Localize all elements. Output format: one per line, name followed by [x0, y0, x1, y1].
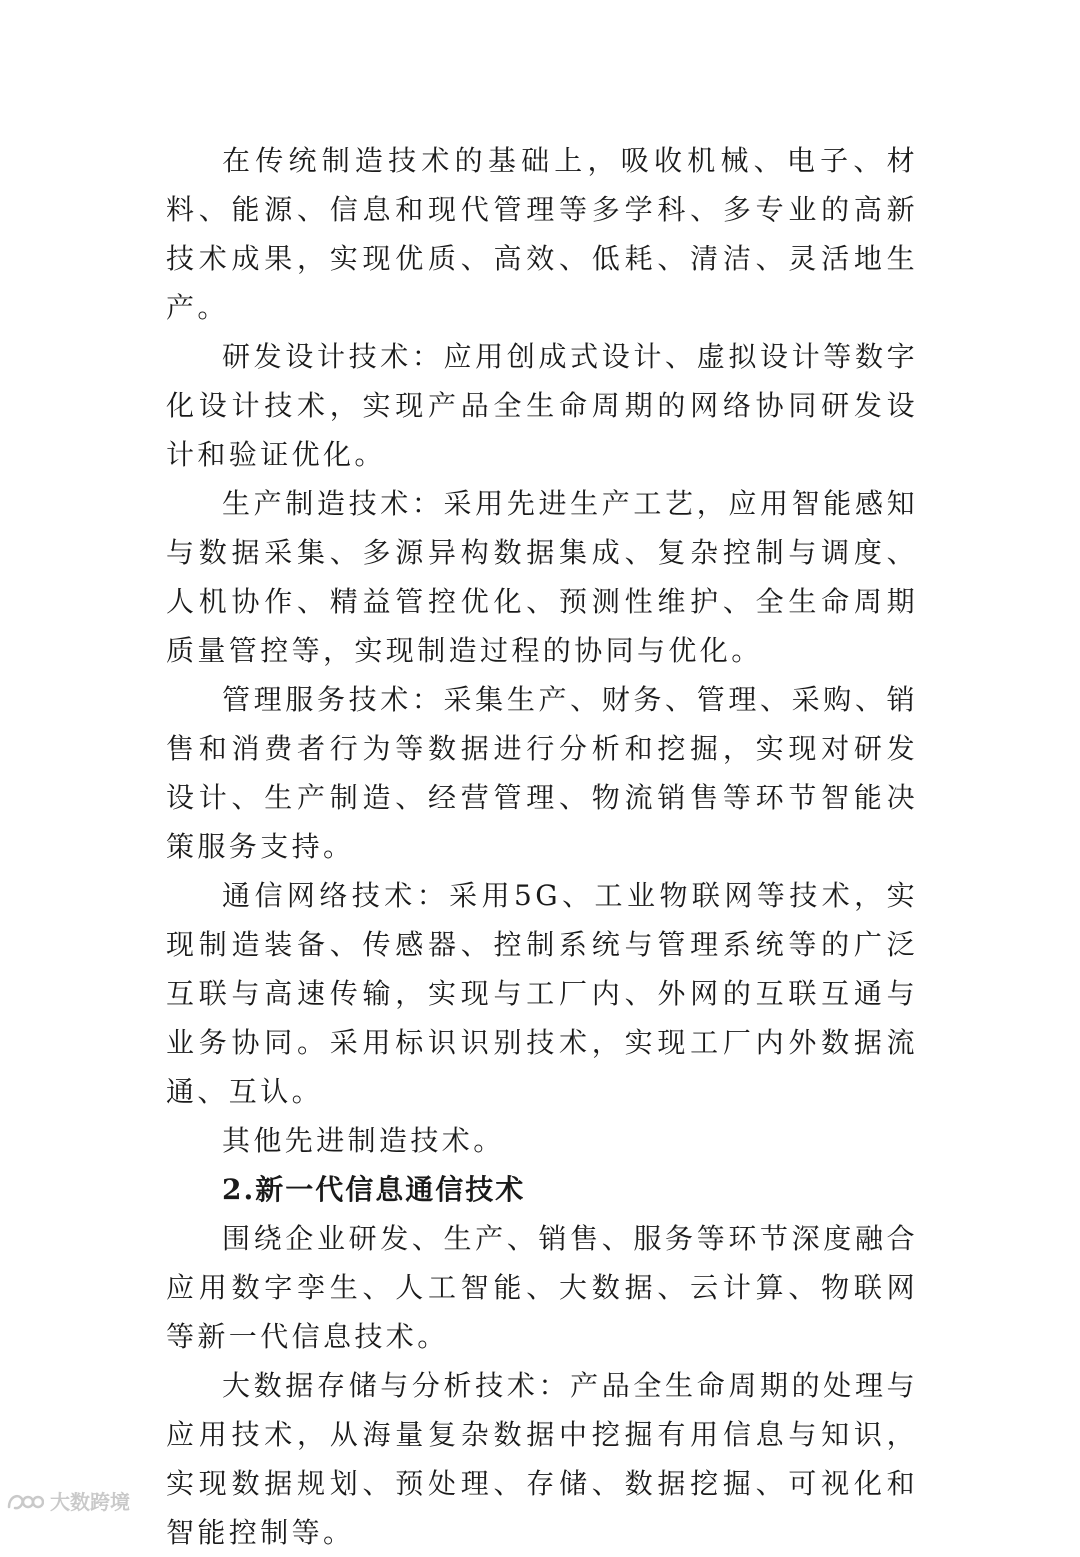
dashu-logo-icon	[6, 1489, 44, 1513]
watermark	[6, 1486, 130, 1515]
paragraph-management-service-tech: 管理服务技术：采集生产、财务、管理、采购、销售和消费者行为等数据进行分析和挖掘，实现对研发设计、生产制造、经营管理、物流销售等环节智能决策服务支持。	[166, 683, 918, 863]
paragraph-other-tech: 其他先进制造技术。	[222, 1124, 505, 1157]
paragraph-communication-network-tech: 通信网络技术：采用5G、工业物联网等技术，实现制造装备、传感器、控制系统与管理系统等的广泛互联与高速传输，实现与工厂内、外网的互联互通与业务协同。采用标识识别技术，实现工厂内外数据流通、互认。	[166, 879, 918, 1108]
watermark-text: 大数跨境	[50, 1490, 130, 1514]
paragraph-advanced-manufacturing-intro: 在传统制造技术的基础上，吸收机械、电子、材料、能源、信息和现代管理等多学科、多专业的高新技术成果，实现优质、高效、低耗、清洁、灵活地生产。	[166, 144, 918, 324]
document-body	[166, 136, 918, 1557]
paragraph-big-data-tech: 大数据存储与分析技术：产品全生命周期的处理与应用技术，从海量复杂数据中挖掘有用信息与知识，实现数据规划、预处理、存储、数据挖掘、可视化和智能控制等。	[166, 1369, 918, 1549]
section-heading: 2.新一代信息通信技术	[222, 1173, 526, 1206]
paragraph-rd-design-tech: 研发设计技术：应用创成式设计、虚拟设计等数字化设计技术，实现产品全生命周期的网络协同研发设计和验证优化。	[166, 340, 918, 471]
paragraph-new-it-intro: 围绕企业研发、生产、销售、服务等环节深度融合应用数字孪生、人工智能、大数据、云计算、物联网等新一代信息技术。	[166, 1222, 918, 1353]
paragraph-production-tech: 生产制造技术：采用先进生产工艺，应用智能感知与数据采集、多源异构数据集成、复杂控制与调度、人机协作、精益管控优化、预测性维护、全生命周期质量管控等，实现制造过程的协同与优化。	[166, 487, 918, 667]
